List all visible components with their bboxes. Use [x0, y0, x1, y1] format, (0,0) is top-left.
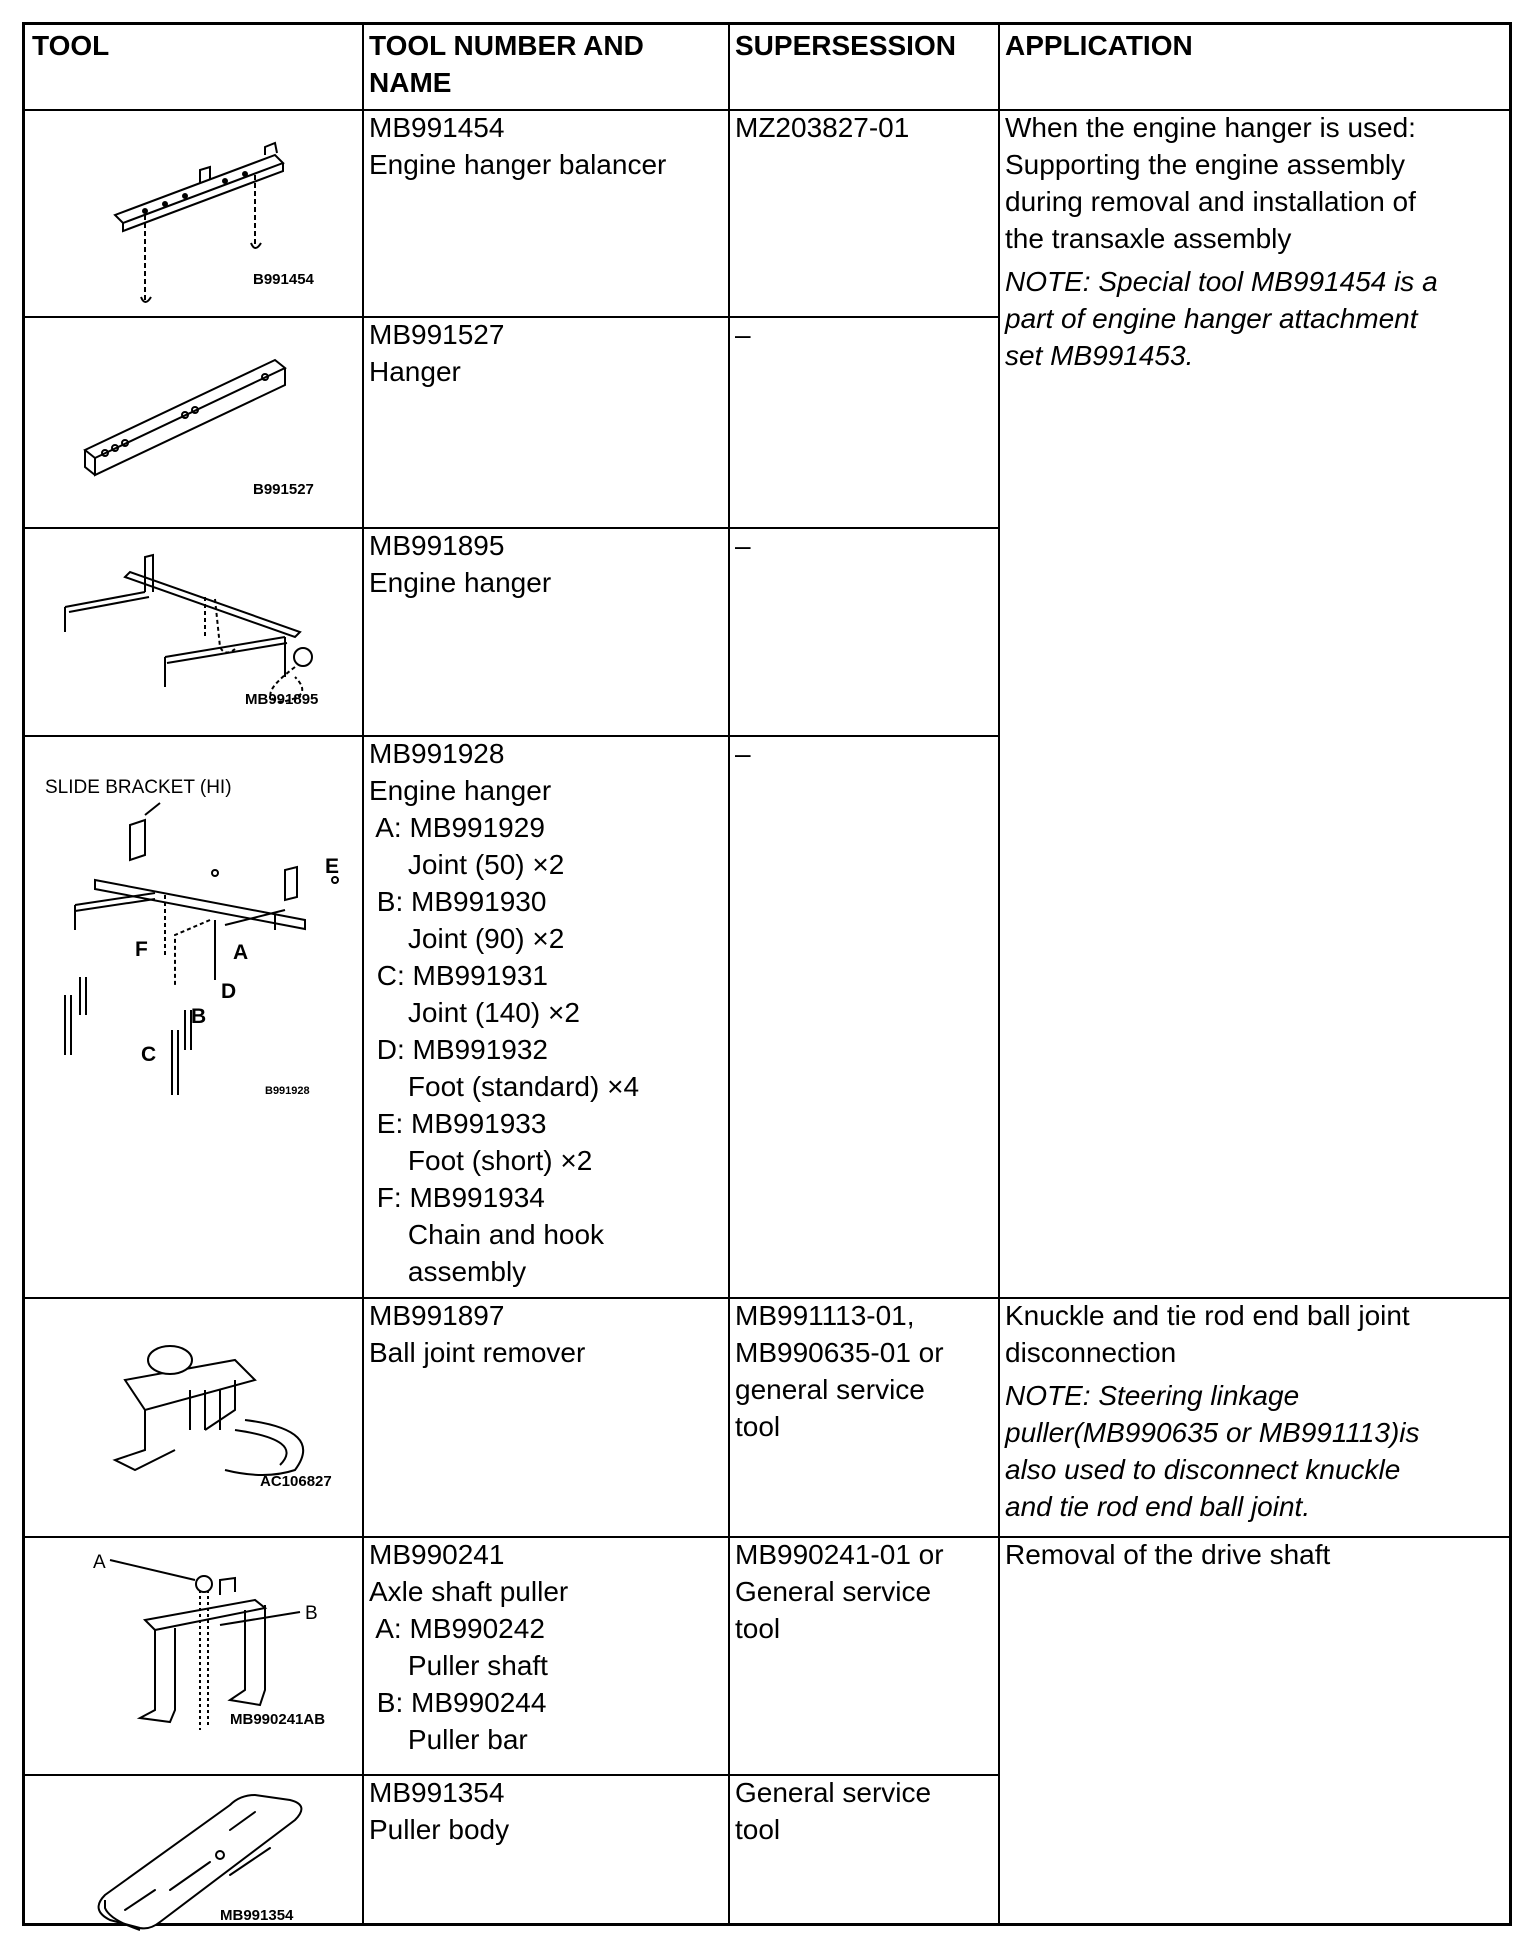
column-divider — [728, 25, 730, 1923]
supersession-value: MB991113-01, MB990635-01 or general service tool — [735, 1300, 944, 1442]
engine-hanger-kit-illustration — [35, 805, 345, 1095]
tool-name: Engine hanger balancer — [369, 149, 667, 180]
tool-number: MB991897 — [369, 1300, 505, 1331]
tool-number: MB991527 — [369, 319, 505, 350]
supersession-value: – — [735, 530, 751, 561]
image-caption: MB990241AB — [230, 1711, 326, 1728]
image-caption: AC106827 — [260, 1473, 332, 1490]
part-c-label: C — [141, 1043, 157, 1066]
row-divider — [25, 527, 1000, 529]
image-caption: B991454 — [253, 271, 314, 288]
supersession-value: – — [735, 319, 751, 350]
tool-number: MB991454 — [369, 112, 505, 143]
row-divider — [25, 735, 1000, 737]
part-d-label: D — [221, 980, 237, 1003]
image-caption: MB991895 — [245, 691, 319, 708]
supersession-value: – — [735, 738, 751, 769]
tool-number: MB991354 — [369, 1777, 505, 1808]
tool-name: Engine hanger — [369, 567, 552, 598]
supersession-value: MB990241-01 or General service tool — [735, 1539, 944, 1644]
application-ball-joint-note: NOTE: Steering linkage puller(MB990635 or MB991113)is also used to disconnect knuckle and tie rod end ball joint. — [1005, 1380, 1420, 1522]
tool-name: Engine hanger A: MB991929 Joint (50) ×2 B: MB991930 Joint (90) ×2 C: MB991931 Joint (140) ×2 D: MB991932 Foot (standard) ×4 E: MB991933 Foot (short) ×2 F: MB991934 Chain and hook assembly — [369, 775, 640, 1287]
image-caption: MB991354 — [220, 1907, 294, 1924]
application-drive-shaft: Removal of the drive shaft — [1005, 1539, 1331, 1570]
part-a-label: A — [233, 941, 249, 964]
part-a-label: A — [93, 1552, 106, 1573]
tool-name: Ball joint remover — [369, 1337, 586, 1368]
part-b-label: B — [191, 1005, 207, 1028]
application-ball-joint: Knuckle and tie rod end ball joint disconnection — [1005, 1300, 1410, 1368]
engine-hanger-illustration — [55, 537, 335, 712]
supersession-value: MZ203827-01 — [735, 112, 910, 143]
tool-name: Hanger — [369, 356, 461, 387]
tool-name: Puller body — [369, 1814, 510, 1845]
part-b-label: B — [305, 1603, 318, 1624]
slide-bracket-label: SLIDE BRACKET (HI) — [45, 777, 232, 798]
tool-number: MB991895 — [369, 530, 505, 561]
header-supersession: SUPERSESSION — [735, 30, 956, 61]
hanger-illustration — [75, 340, 315, 500]
part-f-label: F — [135, 938, 148, 961]
header-tool-number-and-name: TOOL NUMBER AND NAME — [369, 30, 644, 98]
header-application: APPLICATION — [1005, 30, 1193, 61]
application-engine-hanger: When the engine hanger is used: Supporting the engine assembly during removal and installation of the transaxle assembly — [1005, 112, 1416, 254]
puller-body-illustration — [80, 1790, 330, 1950]
image-caption: B991928 — [265, 1085, 310, 1097]
tool-name: Axle shaft puller A: MB990242 Puller shaft B: MB990244 Puller bar — [369, 1576, 569, 1755]
header-tool: TOOL — [32, 30, 110, 61]
column-divider — [998, 25, 1000, 1923]
supersession-value: General service tool — [735, 1777, 932, 1845]
tool-number: MB991928 — [369, 738, 505, 769]
tool-number: MB990241 — [369, 1539, 505, 1570]
special-tools-table — [22, 22, 1512, 1926]
application-engine-hanger-note: NOTE: Special tool MB991454 is a part of engine hanger attachment set MB991453. — [1005, 266, 1438, 371]
part-e-label: E — [325, 855, 340, 878]
image-caption: B991527 — [253, 481, 314, 498]
column-divider — [362, 25, 364, 1923]
row-divider — [25, 316, 1000, 318]
